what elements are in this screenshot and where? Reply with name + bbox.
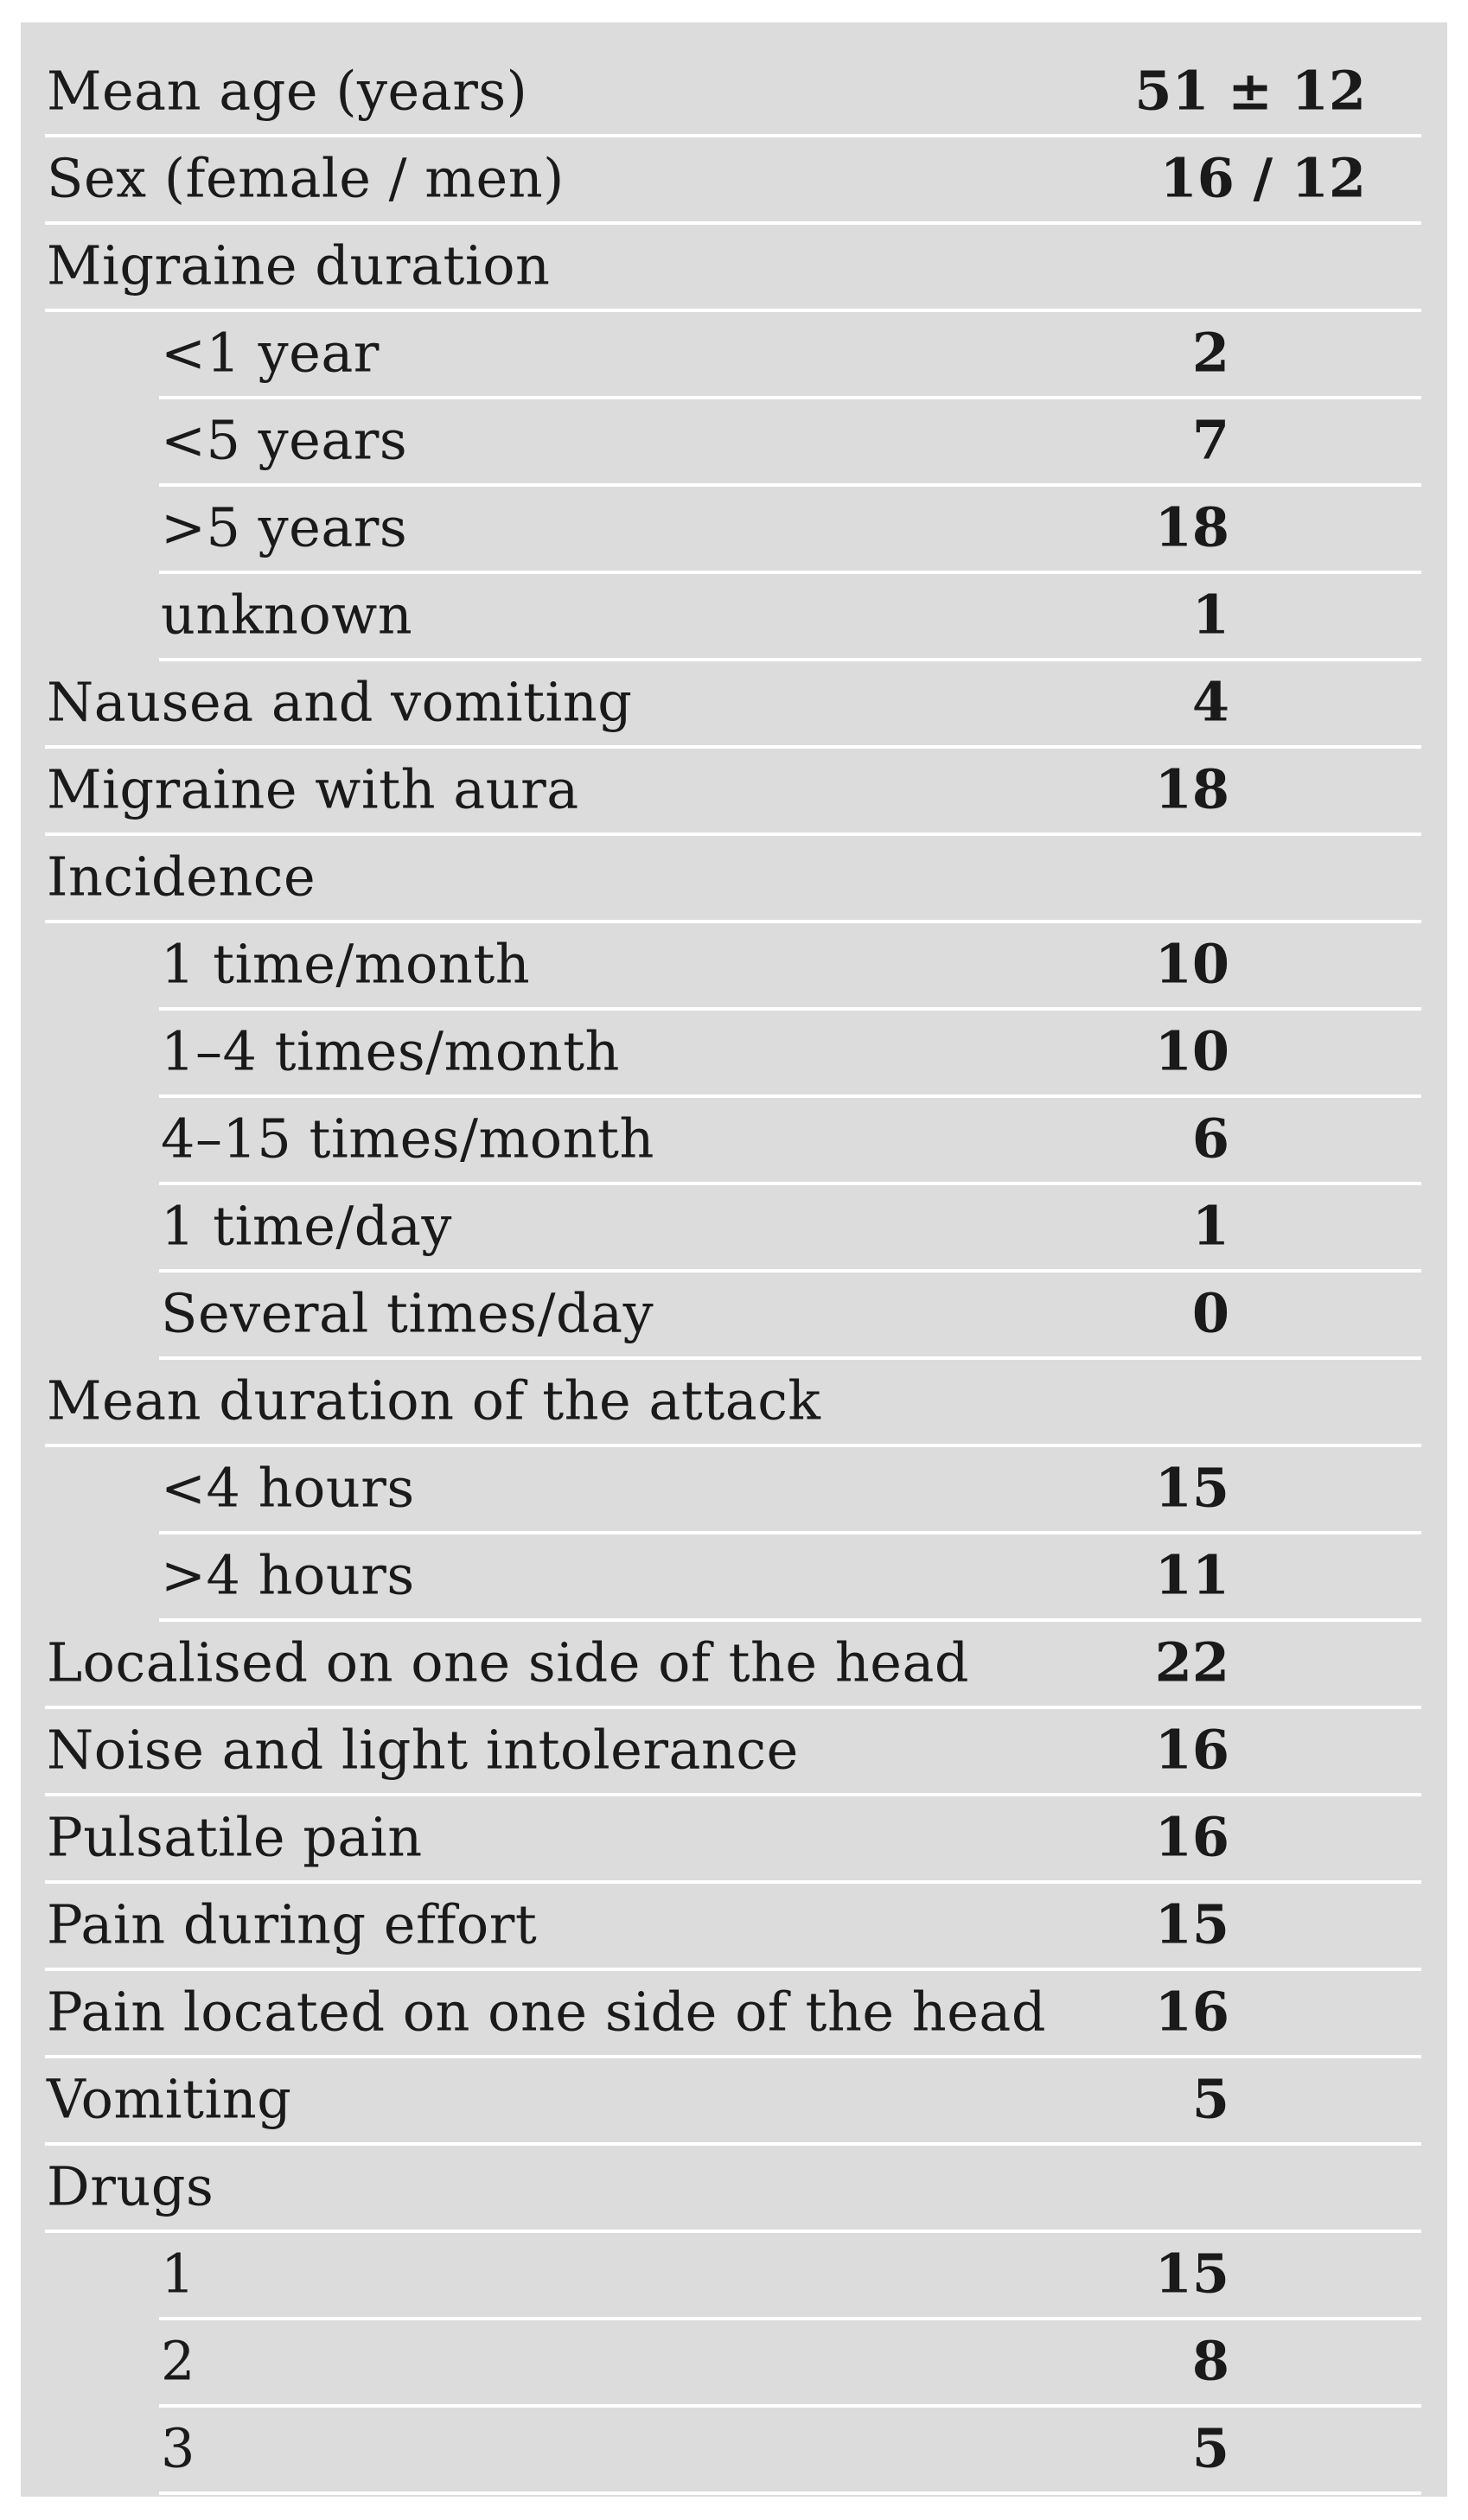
row-label: Pain during effort — [47, 1892, 538, 1955]
row-sublabel: <4 hours — [161, 1455, 415, 1519]
row-label: Pain located on one side of the head — [47, 1979, 1047, 2043]
row-value: 16 — [1154, 1804, 1229, 1868]
table-row — [45, 2408, 1421, 2495]
row-value: 15 — [1154, 1455, 1229, 1519]
table-row — [45, 2058, 1421, 2146]
table-row — [45, 1534, 1421, 1622]
row-value: 5 — [1191, 2415, 1229, 2479]
row-value: 16 — [1154, 1717, 1229, 1781]
table-row — [45, 225, 1421, 312]
row-label: Pulsatile pain — [47, 1804, 423, 1868]
row-divider — [159, 2491, 1421, 2495]
table-row — [45, 1709, 1421, 1796]
row-sublabel: unknown — [161, 582, 413, 646]
row-label: Migraine with aura — [47, 756, 579, 820]
row-value: 16 — [1154, 1979, 1229, 2043]
row-value: 1 — [1191, 582, 1229, 646]
row-value: 15 — [1154, 1892, 1229, 1955]
table-row — [45, 836, 1421, 923]
table-row — [45, 2320, 1421, 2408]
table-row — [45, 1185, 1421, 1273]
row-sublabel: Several times/day — [161, 1280, 654, 1344]
table-row — [45, 574, 1421, 661]
table-row — [45, 1273, 1421, 1360]
table-row — [45, 1011, 1421, 1098]
row-value: 5 — [1191, 2066, 1229, 2130]
table-row — [45, 137, 1421, 225]
row-value: 2 — [1191, 320, 1229, 384]
table-row — [45, 50, 1421, 137]
row-value: 10 — [1154, 931, 1229, 995]
row-sublabel: <1 year — [161, 320, 380, 384]
row-label: Vomiting — [47, 2066, 292, 2130]
table-row — [45, 312, 1421, 399]
row-value: 18 — [1154, 494, 1229, 558]
row-value: 6 — [1191, 1106, 1229, 1170]
row-label: Noise and light intolerance — [47, 1717, 799, 1781]
table-row — [45, 399, 1421, 487]
table-row — [45, 923, 1421, 1011]
row-value: 10 — [1154, 1018, 1229, 1082]
characteristics-table — [21, 22, 1447, 2497]
table-row — [45, 1622, 1421, 1709]
row-label: Mean age (years) — [47, 58, 528, 122]
row-value: 16 / 12 — [1159, 145, 1366, 209]
row-label: Incidence — [47, 844, 316, 908]
row-value: 51 ± 12 — [1134, 58, 1366, 122]
row-value: 22 — [1154, 1630, 1229, 1694]
row-label: Sex (female / men) — [47, 145, 565, 209]
row-sublabel: 1–4 times/month — [161, 1018, 620, 1082]
table-row — [45, 1447, 1421, 1534]
row-sublabel: 1 time/day — [161, 1193, 452, 1257]
row-value: 18 — [1154, 756, 1229, 820]
table-row — [45, 2233, 1421, 2320]
row-value: 0 — [1191, 1280, 1229, 1344]
row-value: 4 — [1191, 669, 1229, 733]
table-row — [45, 1098, 1421, 1185]
table-row — [45, 1360, 1421, 1447]
row-sublabel: >5 years — [161, 494, 408, 558]
row-value: 1 — [1191, 1193, 1229, 1257]
row-label: Drugs — [47, 2153, 214, 2217]
table-row — [45, 487, 1421, 574]
table-row — [45, 661, 1421, 749]
row-value: 11 — [1154, 1542, 1229, 1606]
row-value: 15 — [1154, 2241, 1229, 2305]
row-sublabel: 3 — [161, 2415, 195, 2479]
row-label: Migraine duration — [47, 233, 551, 297]
row-label: Nausea and vomiting — [47, 669, 633, 733]
row-value: 7 — [1191, 407, 1229, 471]
table-row — [45, 749, 1421, 836]
row-label: Mean duration of the attack — [47, 1368, 821, 1432]
row-sublabel: 1 time/month — [161, 931, 531, 995]
table-row — [45, 1796, 1421, 1884]
table-row — [45, 1971, 1421, 2058]
row-label: Localised on one side of the head — [47, 1630, 970, 1694]
table-body — [45, 50, 1421, 2495]
row-sublabel: <5 years — [161, 407, 408, 471]
table-row — [45, 2146, 1421, 2233]
row-sublabel: 1 — [161, 2241, 195, 2305]
row-sublabel: 2 — [161, 2328, 195, 2392]
table-row — [45, 1884, 1421, 1971]
row-sublabel: 4–15 times/month — [161, 1106, 654, 1170]
row-sublabel: >4 hours — [161, 1542, 415, 1606]
row-value: 8 — [1191, 2328, 1229, 2392]
